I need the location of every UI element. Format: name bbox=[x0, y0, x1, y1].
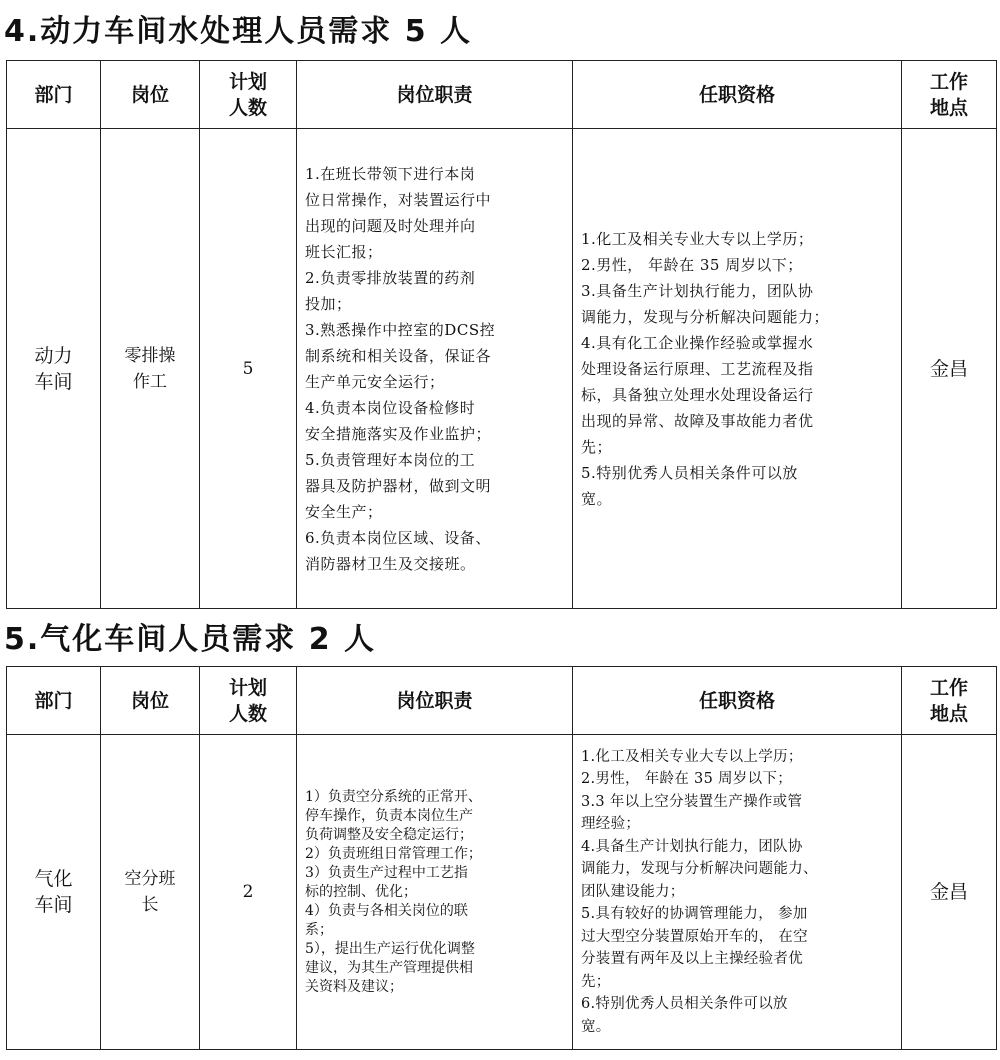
header-headcount: 计划人数 bbox=[200, 667, 297, 735]
section-title: 4.动力车间水处理人员需求 5 人 bbox=[4, 14, 473, 49]
text-line: 过大型空分装置原始开车的， 在空 bbox=[581, 928, 808, 945]
text-line: 系； bbox=[305, 921, 333, 938]
duties-cell bbox=[297, 129, 573, 609]
text-line: 停车操作，负责本岗位生产 bbox=[305, 807, 473, 824]
text-line: 先； bbox=[581, 437, 613, 456]
text-line: 班长汇报； bbox=[305, 242, 383, 261]
text-line: 4.负责本岗位设备检修时 bbox=[305, 398, 476, 417]
text-line: 标的控制、优化； bbox=[305, 883, 417, 900]
text-line: 1.在班长带领下进行本岗 bbox=[305, 164, 476, 183]
text-line: 消防器材卫生及交接班。 bbox=[305, 554, 476, 573]
qualifications-cell bbox=[573, 129, 902, 609]
text-line: 5），提出生产运行优化调整 bbox=[305, 940, 475, 957]
header-duties: 岗位职责 bbox=[297, 667, 573, 735]
header-location: 工作地点 bbox=[902, 61, 997, 129]
text-line: 器具及防护器材，做到文明 bbox=[305, 476, 492, 495]
text-line: 先； bbox=[581, 973, 611, 990]
table-header-row bbox=[7, 61, 997, 129]
text-line: 2.男性， 年龄在 35 周岁以下； bbox=[581, 255, 803, 274]
text-line: 团队建设能力； bbox=[581, 883, 685, 900]
header-department: 部门 bbox=[7, 667, 101, 735]
header-headcount: 计划人数 bbox=[200, 61, 297, 129]
text-line: 5.具有较好的协调管理能力， 参加 bbox=[581, 906, 808, 923]
text-line: 3）负责生产过程中工艺指 bbox=[305, 864, 468, 881]
text-line: 分装置有两年及以上主操经验者优 bbox=[581, 951, 803, 968]
text-line: 宽。 bbox=[581, 489, 613, 508]
text-line: 制系统和相关设备，保证各 bbox=[305, 346, 492, 365]
text-line: 3.熟悉操作中控室的DCS控 bbox=[305, 320, 496, 339]
position-cell: 零排操作工 bbox=[101, 129, 200, 609]
text-line: 负荷调整及安全稳定运行； bbox=[305, 826, 473, 843]
text-line: 5.特别优秀人员相关条件可以放 bbox=[581, 463, 798, 482]
table-row bbox=[7, 129, 997, 609]
text-line: 安全生产； bbox=[305, 502, 383, 521]
location-cell: 金昌 bbox=[902, 735, 997, 1050]
text-line: 5.负责管理好本岗位的工 bbox=[305, 450, 476, 469]
duties-list bbox=[297, 159, 572, 579]
header-qualifications: 任职资格 bbox=[573, 667, 902, 735]
text-line: 安全措施落实及作业监护； bbox=[305, 424, 492, 443]
section-title: 5.气化车间人员需求 2 人 bbox=[4, 622, 377, 657]
text-line: 6.负责本岗位区域、设备、 bbox=[305, 528, 491, 547]
headcount-cell: 2 bbox=[200, 735, 297, 1050]
header-duties: 岗位职责 bbox=[297, 61, 573, 129]
duties-list bbox=[297, 786, 572, 999]
text-line: 标，具备独立处理水处理设备运行 bbox=[581, 385, 814, 404]
department-cell: 气化车间 bbox=[7, 735, 101, 1050]
text-line: 调能力，发现与分析解决问题能力； bbox=[581, 307, 830, 326]
headcount-cell: 5 bbox=[200, 129, 297, 609]
text-line: 理经验； bbox=[581, 816, 641, 833]
header-department: 部门 bbox=[7, 61, 101, 129]
location-cell: 金昌 bbox=[902, 129, 997, 609]
qualifications-list bbox=[573, 224, 901, 514]
department-cell: 动力车间 bbox=[7, 129, 101, 609]
table-row bbox=[7, 735, 997, 1050]
text-line: 6.特别优秀人员相关条件可以放 bbox=[581, 996, 788, 1013]
text-line: 调能力，发现与分析解决问题能力、 bbox=[581, 861, 818, 878]
text-line: 位日常操作，对装置运行中 bbox=[305, 190, 492, 209]
text-line: 3.具备生产计划执行能力，团队协 bbox=[581, 281, 814, 300]
text-line: 宽。 bbox=[581, 1018, 611, 1035]
text-line: 关资料及建议； bbox=[305, 978, 403, 995]
text-line: 2.男性， 年龄在 35 周岁以下； bbox=[581, 771, 793, 788]
text-line: 出现的问题及时处理并向 bbox=[305, 216, 476, 235]
duties-cell bbox=[297, 735, 573, 1050]
text-line: 建议，为其生产管理提供相 bbox=[305, 959, 473, 976]
header-qualifications: 任职资格 bbox=[573, 61, 902, 129]
text-line: 2.负责零排放装置的药剂 bbox=[305, 268, 476, 287]
text-line: 4.具备生产计划执行能力，团队协 bbox=[581, 838, 803, 855]
header-position: 岗位 bbox=[101, 61, 200, 129]
job-table bbox=[6, 666, 997, 1050]
qualifications-list bbox=[573, 744, 901, 1041]
header-location: 工作地点 bbox=[902, 667, 997, 735]
text-line: 1.化工及相关专业大专以上学历； bbox=[581, 748, 803, 765]
position-cell: 空分班长 bbox=[101, 735, 200, 1050]
text-line: 1）负责空分系统的正常开、 bbox=[305, 788, 482, 805]
job-table bbox=[6, 60, 997, 609]
text-line: 出现的异常、故障及事故能力者优 bbox=[581, 411, 814, 430]
text-line: 2）负责班组日常管理工作； bbox=[305, 845, 482, 862]
text-line: 1.化工及相关专业大专以上学历； bbox=[581, 229, 814, 248]
table-header-row bbox=[7, 667, 997, 735]
header-position: 岗位 bbox=[101, 667, 200, 735]
text-line: 投加； bbox=[305, 294, 352, 313]
qualifications-cell bbox=[573, 735, 902, 1050]
text-line: 4）负责与各相关岗位的联 bbox=[305, 902, 468, 919]
text-line: 3.3 年以上空分装置生产操作或管 bbox=[581, 793, 803, 810]
text-line: 4.具有化工企业操作经验或掌握水 bbox=[581, 333, 814, 352]
text-line: 生产单元安全运行； bbox=[305, 372, 445, 391]
text-line: 处理设备运行原理、工艺流程及指 bbox=[581, 359, 814, 378]
